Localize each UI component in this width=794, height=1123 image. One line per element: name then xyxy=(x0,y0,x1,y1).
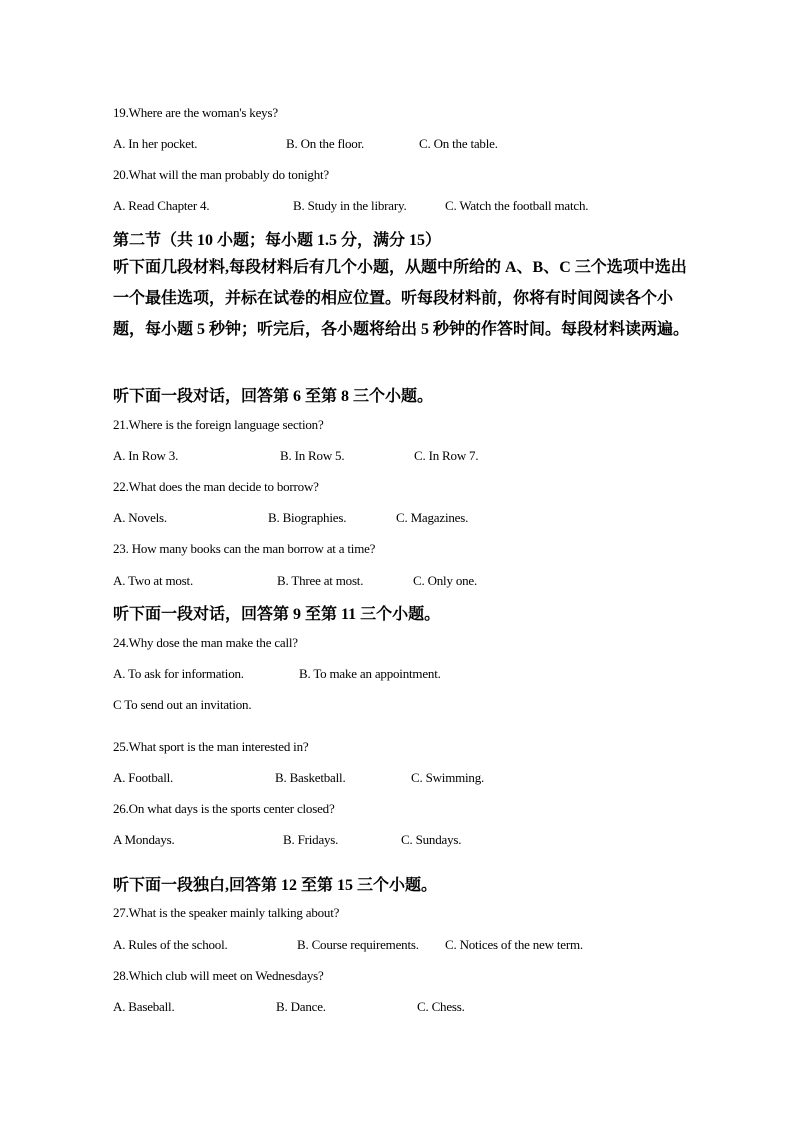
q27-option-a: A. Rules of the school. xyxy=(113,937,228,952)
q20-option-c: C. Watch the football match. xyxy=(445,198,589,213)
q19-option-c: C. On the table. xyxy=(419,136,498,151)
question-27: 27.What is the speaker mainly talking about? xyxy=(113,905,340,920)
question-19: 19.Where are the woman's keys? xyxy=(113,105,278,120)
q28-option-b: B. Dance. xyxy=(276,999,326,1014)
q19-option-a: A. In her pocket. xyxy=(113,136,198,151)
q28-option-a: A. Baseball. xyxy=(113,999,175,1014)
group-1-heading: 听下面一段对话，回答第 6 至第 8 三个小题。 xyxy=(113,388,434,405)
q25-option-c: C. Swimming. xyxy=(411,770,485,785)
q24-option-a: A. To ask for information. xyxy=(113,666,244,681)
q25-option-a: A. Football. xyxy=(113,770,174,785)
q23-option-b: B. Three at most. xyxy=(277,573,364,588)
q24-option-b: B. To make an appointment. xyxy=(299,666,441,681)
question-21: 21.Where is the foreign language section? xyxy=(113,417,324,432)
q23-option-c: C. Only one. xyxy=(413,573,478,588)
q22-option-b: B. Biographies. xyxy=(268,510,347,525)
q23-option-a: A. Two at most. xyxy=(113,573,193,588)
question-22: 22.What does the man decide to borrow? xyxy=(113,479,319,494)
section-2-heading: 第二节（共 10 小题；每小题 1.5 分，满分 15） xyxy=(113,232,442,249)
group-2-heading: 听下面一段对话，回答第 9 至第 11 三个小题。 xyxy=(113,606,441,623)
q21-option-b: B. In Row 5. xyxy=(280,448,345,463)
q19-option-b: B. On the floor. xyxy=(286,136,365,151)
q21-option-c: C. In Row 7. xyxy=(414,448,479,463)
q27-option-b: B. Course requirements. xyxy=(297,937,419,952)
q27-option-c: C. Notices of the new term. xyxy=(445,937,583,952)
q20-option-b: B. Study in the library. xyxy=(293,198,407,213)
q21-option-a: A. In Row 3. xyxy=(113,448,179,463)
q24-option-c: C To send out an invitation. xyxy=(113,697,252,712)
q22-option-c: C. Magazines. xyxy=(396,510,469,525)
q26-option-c: C. Sundays. xyxy=(401,832,462,847)
question-23: 23. How many books can the man borrow at a time? xyxy=(113,541,376,556)
question-28: 28.Which club will meet on Wednesdays? xyxy=(113,968,324,983)
q25-option-b: B. Basketball. xyxy=(275,770,346,785)
q28-option-c: C. Chess. xyxy=(417,999,465,1014)
instructions-paragraph: 听下面几段材料,每段材料后有几个小题，从题中所给的 A、B、C 三个选项中选出一个最佳选项，并标在试卷的相应位置。听每段材料前，你将有时间阅读各个小题，每小题 5 秒钟；听完后，各小题将给出 5 秒钟的作答时间。每段材料读两遍。 xyxy=(113,259,690,338)
question-20: 20.What will the man probably do tonight? xyxy=(113,167,330,182)
q26-option-b: B. Fridays. xyxy=(283,832,339,847)
group-3-heading: 听下面一段独白,回答第 12 至第 15 三个小题。 xyxy=(113,877,438,894)
q22-option-a: A. Novels. xyxy=(113,510,167,525)
q20-option-a: A. Read Chapter 4. xyxy=(113,198,210,213)
question-26: 26.On what days is the sports center closed? xyxy=(113,801,335,816)
q26-option-a: A Mondays. xyxy=(113,832,175,847)
question-24: 24.Why dose the man make the call? xyxy=(113,635,298,650)
question-25: 25.What sport is the man interested in? xyxy=(113,739,309,754)
